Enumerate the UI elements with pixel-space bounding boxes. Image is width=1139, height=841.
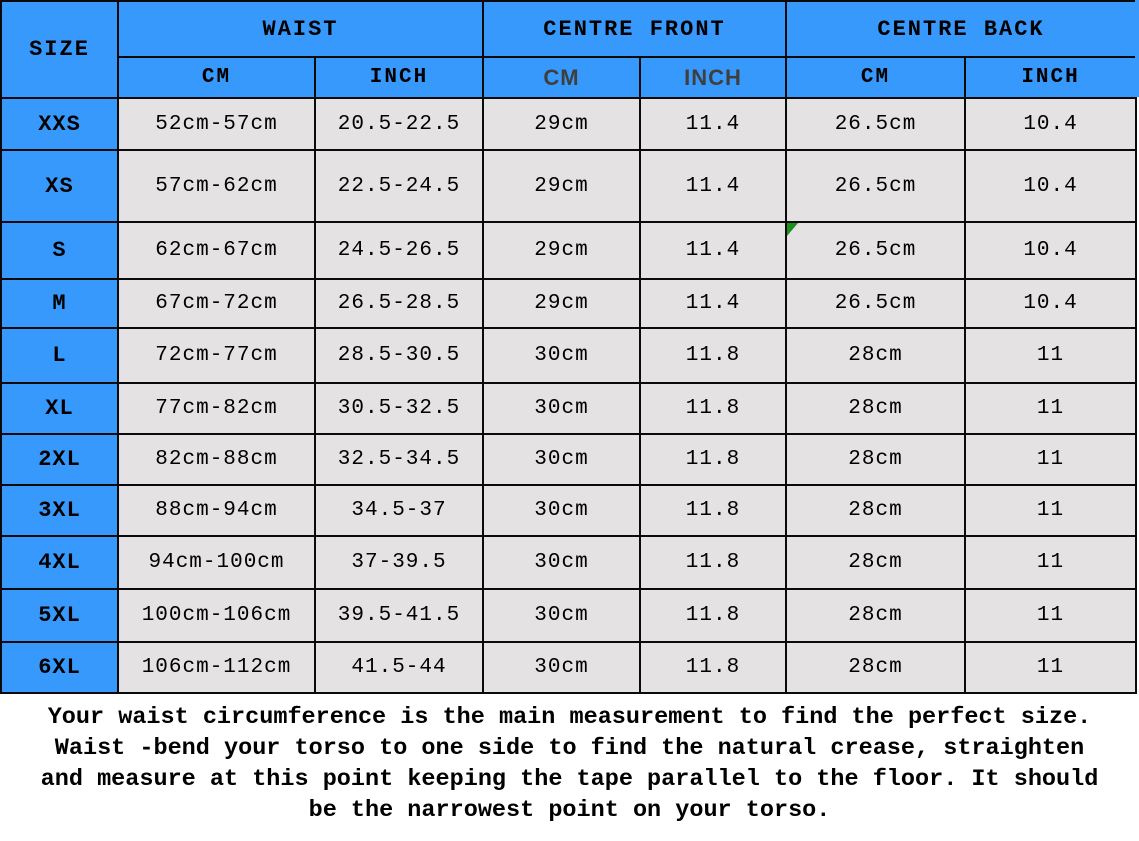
centre-back-inch-cell: 11 bbox=[965, 485, 1136, 536]
centre-front-cm-cell: 30cm bbox=[483, 589, 640, 642]
centre-back-cm-cell: 28cm bbox=[786, 383, 965, 434]
waist-inch-cell: 41.5-44 bbox=[315, 642, 483, 693]
table-row-3xl bbox=[1, 485, 1136, 536]
centre-back-cm-cell: 26.5cm bbox=[786, 279, 965, 328]
waist-inch-cell: 39.5-41.5 bbox=[315, 589, 483, 642]
waist-inch-cell: 24.5-26.5 bbox=[315, 222, 483, 279]
centre-back-inch-cell: 10.4 bbox=[965, 98, 1136, 150]
centre-back-inch-cell: 11 bbox=[965, 328, 1136, 383]
waist-cm-cell: 52cm-57cm bbox=[118, 98, 315, 150]
table-row-xl bbox=[1, 383, 1136, 434]
table-row-5xl bbox=[1, 589, 1136, 642]
waist-cm-cell: 88cm-94cm bbox=[118, 485, 315, 536]
waist-cm-cell: 82cm-88cm bbox=[118, 434, 315, 485]
centre-front-cm-cell: 30cm bbox=[483, 383, 640, 434]
waist-inch-cell: 34.5-37 bbox=[315, 485, 483, 536]
centre-back-cm-cell: 28cm bbox=[786, 536, 965, 589]
size-label: S bbox=[1, 222, 118, 279]
size-column-header: SIZE bbox=[1, 1, 118, 98]
centre-front-group-header: CENTRE FRONT bbox=[483, 1, 786, 57]
centre-back-cm-cell: 26.5cm bbox=[786, 150, 965, 222]
waist-cm-cell: 57cm-62cm bbox=[118, 150, 315, 222]
centre-back-inch-header: INCH bbox=[965, 57, 1136, 98]
size-label: 5XL bbox=[1, 589, 118, 642]
waist-cm-cell: 77cm-82cm bbox=[118, 383, 315, 434]
size-label: 4XL bbox=[1, 536, 118, 589]
waist-inch-cell: 22.5-24.5 bbox=[315, 150, 483, 222]
waist-inch-cell: 30.5-32.5 bbox=[315, 383, 483, 434]
centre-front-cm-cell: 29cm bbox=[483, 150, 640, 222]
size-label: 3XL bbox=[1, 485, 118, 536]
centre-back-inch-cell: 10.4 bbox=[965, 150, 1136, 222]
centre-front-cm-cell: 29cm bbox=[483, 98, 640, 150]
centre-front-inch-cell: 11.8 bbox=[640, 328, 786, 383]
centre-back-inch-cell: 10.4 bbox=[965, 279, 1136, 328]
waist-cm-cell: 72cm-77cm bbox=[118, 328, 315, 383]
centre-back-inch-cell: 11 bbox=[965, 434, 1136, 485]
centre-back-cm-cell: 28cm bbox=[786, 589, 965, 642]
centre-back-cm-cell: 28cm bbox=[786, 328, 965, 383]
note-line-2: Waist -bend your torso to one side to find the natural crease, straighten bbox=[54, 735, 1085, 762]
centre-back-cm-cell: 28cm bbox=[786, 485, 965, 536]
centre-back-cm-header: CM bbox=[786, 57, 965, 98]
header-sub-row bbox=[1, 57, 1136, 98]
centre-back-inch-cell: 10.4 bbox=[965, 222, 1136, 279]
table-row-6xl bbox=[1, 642, 1136, 693]
waist-inch-cell: 26.5-28.5 bbox=[315, 279, 483, 328]
waist-cm-cell: 67cm-72cm bbox=[118, 279, 315, 328]
table-row-m bbox=[1, 279, 1136, 328]
centre-back-inch-cell: 11 bbox=[965, 536, 1136, 589]
comment-flag-icon bbox=[787, 223, 798, 236]
table-row-xs bbox=[1, 150, 1136, 222]
centre-back-cm-cell: 26.5cm bbox=[786, 98, 965, 150]
size-label: XL bbox=[1, 383, 118, 434]
centre-front-inch-cell: 11.8 bbox=[640, 642, 786, 693]
size-label: 2XL bbox=[1, 434, 118, 485]
waist-cm-cell: 62cm-67cm bbox=[118, 222, 315, 279]
size-label: 6XL bbox=[1, 642, 118, 693]
centre-front-inch-cell: 11.4 bbox=[640, 150, 786, 222]
waist-group-header: WAIST bbox=[118, 1, 483, 57]
centre-front-inch-cell: 11.4 bbox=[640, 222, 786, 279]
waist-cm-cell: 100cm-106cm bbox=[118, 589, 315, 642]
size-label: XS bbox=[1, 150, 118, 222]
centre-back-group-header: CENTRE BACK bbox=[786, 1, 1136, 57]
centre-front-inch-cell: 11.8 bbox=[640, 485, 786, 536]
waist-inch-header: INCH bbox=[315, 57, 483, 98]
size-label: L bbox=[1, 328, 118, 383]
centre-back-inch-cell: 11 bbox=[965, 642, 1136, 693]
table-row-xxs bbox=[1, 98, 1136, 150]
centre-front-cm-cell: 30cm bbox=[483, 536, 640, 589]
waist-cm-cell: 94cm-100cm bbox=[118, 536, 315, 589]
size-label: XXS bbox=[1, 98, 118, 150]
table-row-l bbox=[1, 328, 1136, 383]
waist-inch-cell: 32.5-34.5 bbox=[315, 434, 483, 485]
centre-back-cm-cell: 28cm bbox=[786, 642, 965, 693]
centre-front-cm-cell: 30cm bbox=[483, 485, 640, 536]
centre-front-inch-header: INCH bbox=[640, 57, 786, 98]
header-edge-strip bbox=[1135, 0, 1139, 97]
note-line-4: be the narrowest point on your torso. bbox=[308, 797, 831, 824]
centre-front-inch-cell: 11.4 bbox=[640, 279, 786, 328]
centre-back-cm-value: 26.5cm bbox=[834, 239, 917, 262]
centre-back-cm-cell: 28cm bbox=[786, 434, 965, 485]
waist-cm-cell: 106cm-112cm bbox=[118, 642, 315, 693]
centre-front-inch-cell: 11.8 bbox=[640, 589, 786, 642]
note-line-3: and measure at this point keeping the tape parallel to the floor. It should bbox=[40, 766, 1099, 793]
size-label: M bbox=[1, 279, 118, 328]
table-row-4xl bbox=[1, 536, 1136, 589]
centre-front-cm-cell: 29cm bbox=[483, 222, 640, 279]
centre-back-cm-cell bbox=[786, 222, 965, 279]
waist-cm-header: CM bbox=[118, 57, 315, 98]
centre-back-inch-cell: 11 bbox=[965, 383, 1136, 434]
waist-inch-cell: 37-39.5 bbox=[315, 536, 483, 589]
centre-front-cm-cell: 30cm bbox=[483, 328, 640, 383]
centre-front-cm-cell: 29cm bbox=[483, 279, 640, 328]
centre-front-inch-cell: 11.8 bbox=[640, 434, 786, 485]
header-group-row bbox=[1, 1, 1136, 57]
measurement-note bbox=[0, 694, 1139, 826]
table-row-2xl bbox=[1, 434, 1136, 485]
centre-front-inch-cell: 11.4 bbox=[640, 98, 786, 150]
centre-back-inch-cell: 11 bbox=[965, 589, 1136, 642]
table-row-s bbox=[1, 222, 1136, 279]
centre-front-inch-cell: 11.8 bbox=[640, 383, 786, 434]
centre-front-cm-header: CM bbox=[483, 57, 640, 98]
waist-inch-cell: 28.5-30.5 bbox=[315, 328, 483, 383]
centre-front-cm-cell: 30cm bbox=[483, 434, 640, 485]
note-line-1: Your waist circumference is the main measurement to find the perfect size. bbox=[47, 704, 1092, 731]
centre-front-cm-cell: 30cm bbox=[483, 642, 640, 693]
waist-inch-cell: 20.5-22.5 bbox=[315, 98, 483, 150]
centre-front-inch-cell: 11.8 bbox=[640, 536, 786, 589]
